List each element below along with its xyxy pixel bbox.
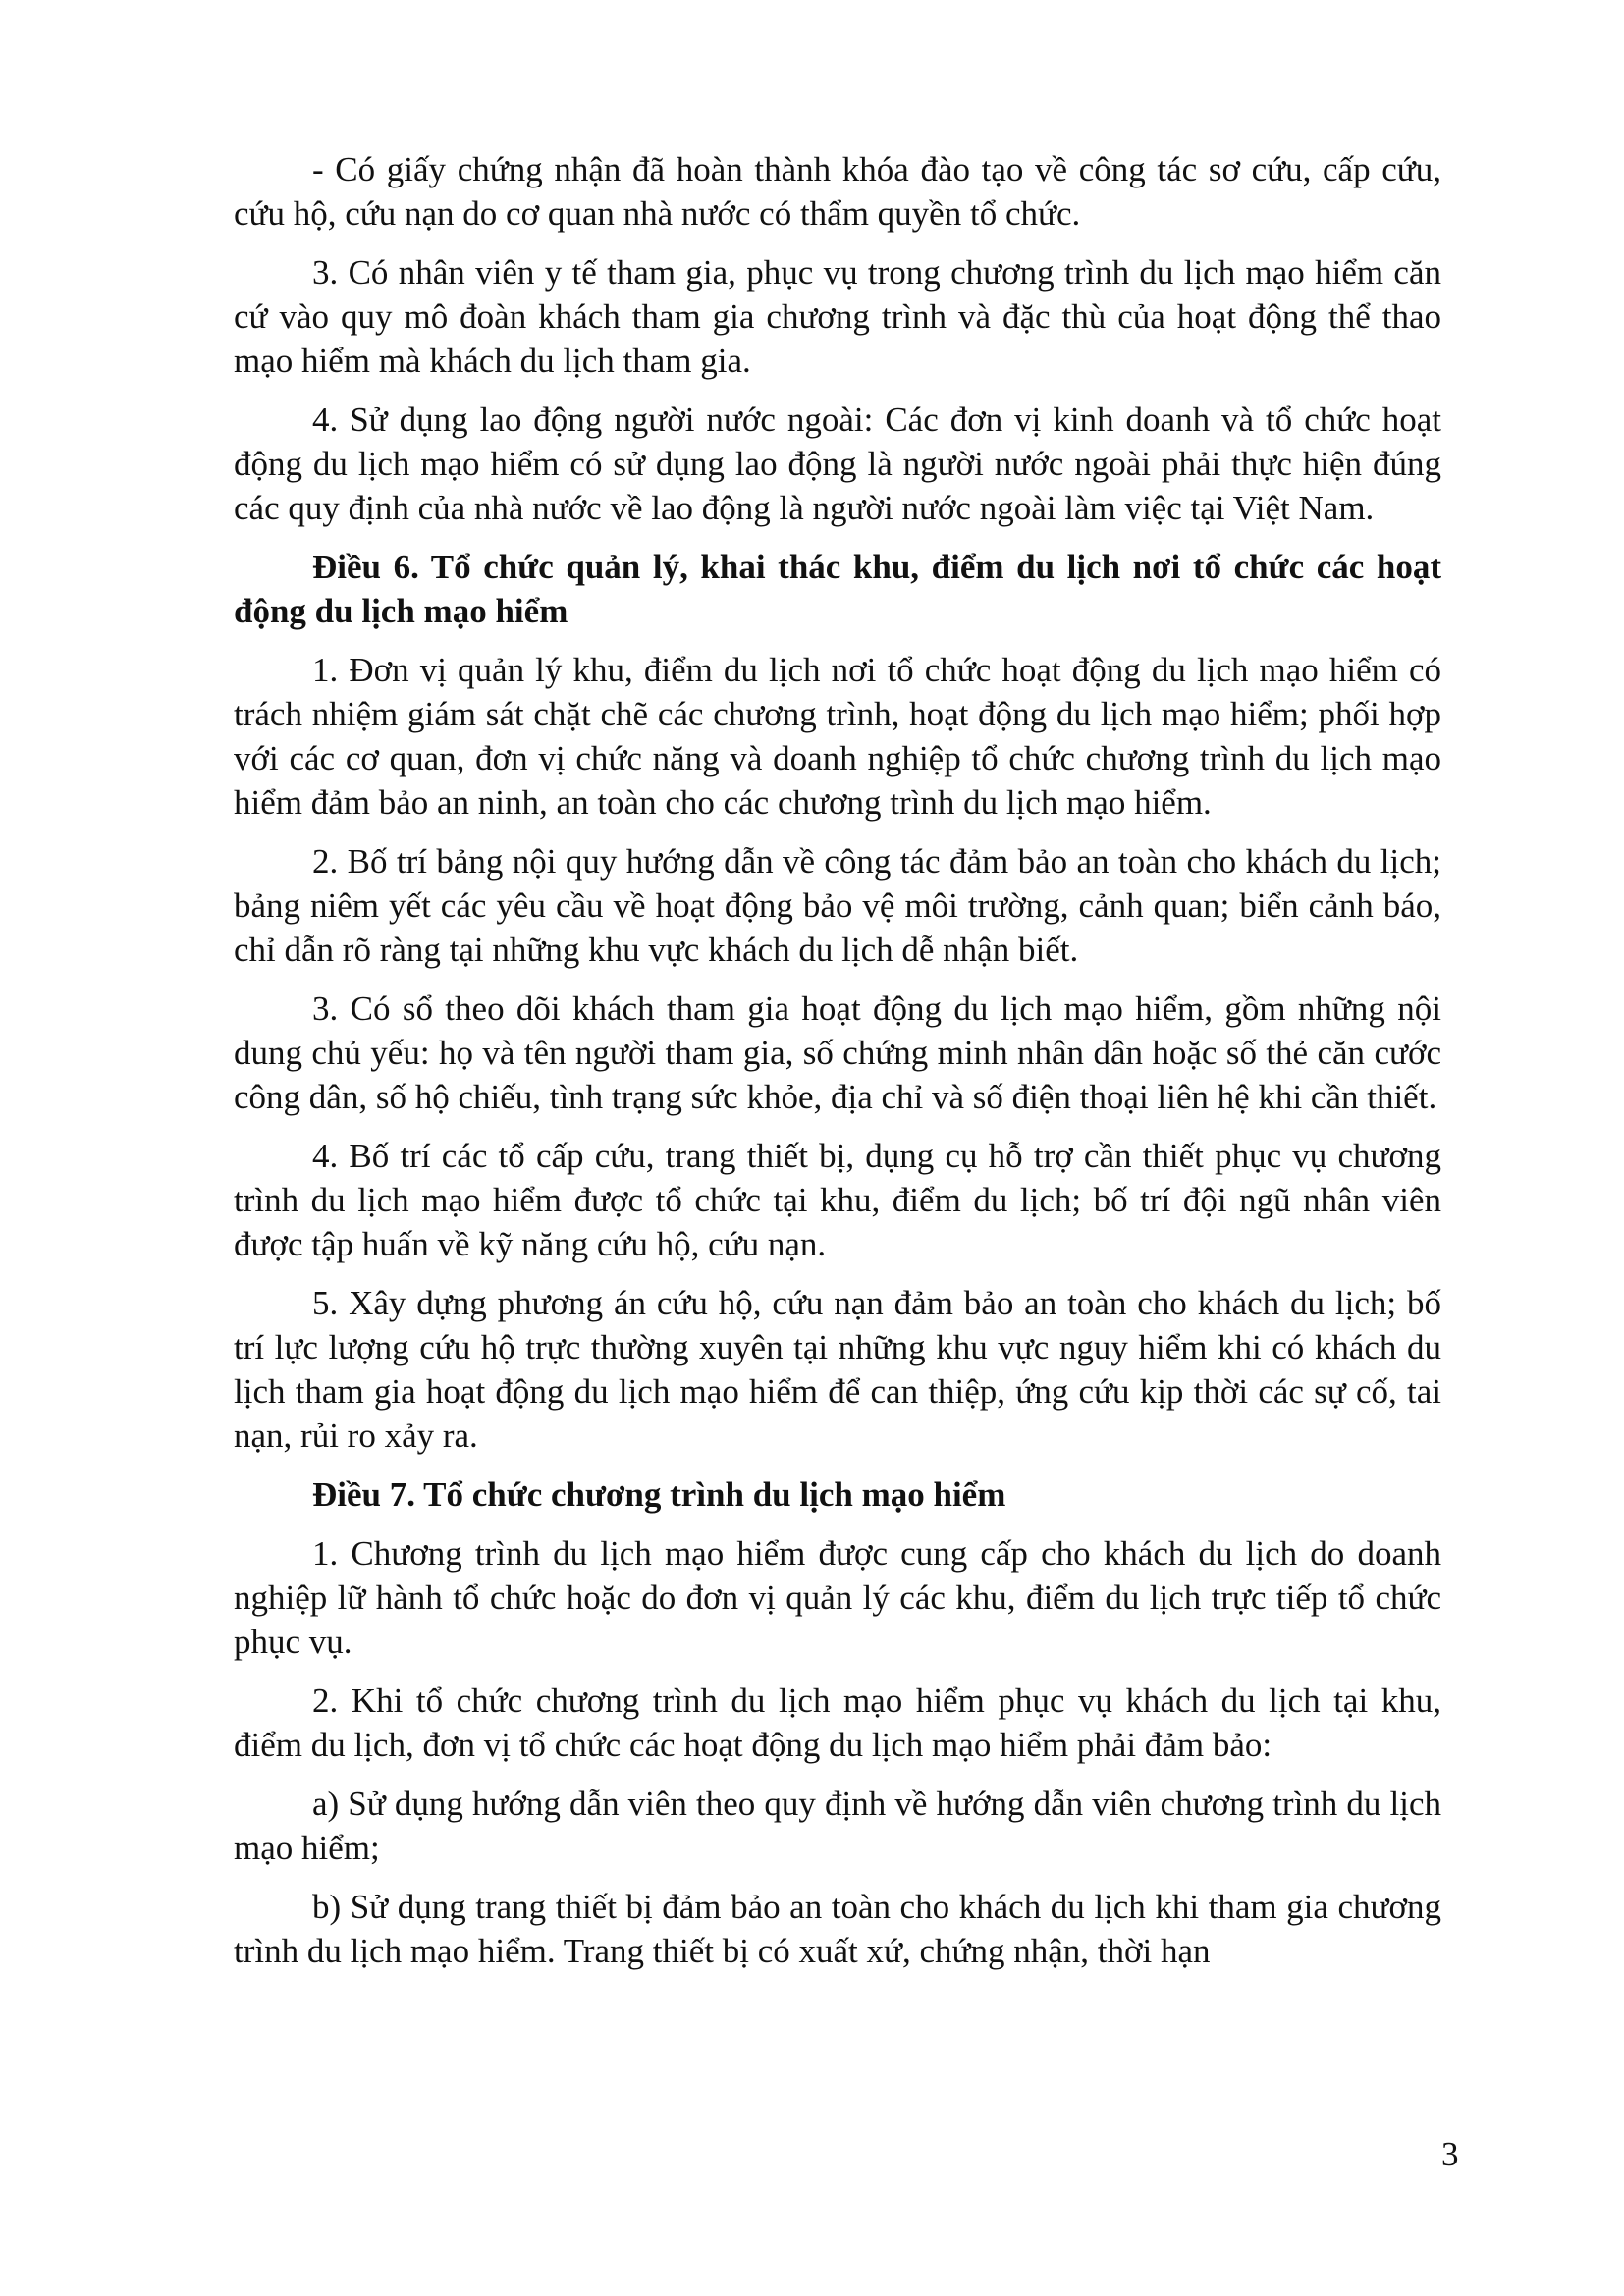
paragraph: 3. Có sổ theo dõi khách tham gia hoạt động du lịch mạo hiểm, gồm những nội dung chủ yếu: họ và tên người tham gia, số chứng minh nhân dân hoặc số thẻ căn cước công dân, số hộ chiếu, tình trạng sức khỏe, địa chỉ và số điện thoại liên hệ khi cần thiết.: [234, 989, 1441, 1116]
paragraph: 2. Khi tổ chức chương trình du lịch mạo hiểm phục vụ khách du lịch tại khu, điểm du lịch, đơn vị tổ chức các hoạt động du lịch mạo hiểm phải đảm bảo:: [234, 1682, 1441, 1764]
paragraph: 5. Xây dựng phương án cứu hộ, cứu nạn đảm bảo an toàn cho khách du lịch; bố trí lực lượng cứu hộ trực thường xuyên tại những khu vực nguy hiểm khi có khách du lịch tham gia hoạt động du lịch mạo hiểm để can thiệp, ứng cứu kịp thời các sự cố, tai nạn, rủi ro xảy ra.: [234, 1284, 1441, 1455]
article-heading: Điều 7. Tổ chức chương trình du lịch mạo hiểm: [312, 1475, 1006, 1514]
paragraph: 3. Có nhân viên y tế tham gia, phục vụ trong chương trình du lịch mạo hiểm căn cứ vào quy mô đoàn khách tham gia chương trình và đặc thù của hoạt động thể thao mạo hiểm mà khách du lịch tham gia.: [234, 253, 1441, 380]
page-number: 3: [1441, 2135, 1459, 2173]
paragraph: 4. Sử dụng lao động người nước ngoài: Các đơn vị kinh doanh và tổ chức hoạt động du lịch mạo hiểm có sử dụng lao động là người nước ngoài phải thực hiện đúng các quy định của nhà nước về lao động là người nước ngoài làm việc tại Việt Nam.: [234, 400, 1441, 527]
paragraph: b) Sử dụng trang thiết bị đảm bảo an toàn cho khách du lịch khi tham gia chương trình du lịch mạo hiểm. Trang thiết bị có xuất xứ, chứng nhận, thời hạn: [234, 1888, 1441, 1970]
paragraph: 4. Bố trí các tổ cấp cứu, trang thiết bị, dụng cụ hỗ trợ cần thiết phục vụ chương trình du lịch mạo hiểm được tổ chức tại khu, điểm du lịch; bố trí đội ngũ nhân viên được tập huấn về kỹ năng cứu hộ, cứu nạn.: [234, 1137, 1441, 1263]
article-heading: Điều 6. Tổ chức quản lý, khai thác khu, điểm du lịch nơi tổ chức các hoạt động du lịch mạo hiểm: [234, 548, 1441, 630]
document-body: [234, 147, 1441, 1988]
paragraph: 1. Đơn vị quản lý khu, điểm du lịch nơi tổ chức hoạt động du lịch mạo hiểm có trách nhiệm giám sát chặt chẽ các chương trình, hoạt động du lịch mạo hiểm; phối hợp với các cơ quan, đơn vị chức năng và doanh nghiệp tổ chức chương trình du lịch mạo hiểm đảm bảo an ninh, an toàn cho các chương trình du lịch mạo hiểm.: [234, 651, 1441, 822]
paragraph: 2. Bố trí bảng nội quy hướng dẫn về công tác đảm bảo an toàn cho khách du lịch; bảng niêm yết các yêu cầu về hoạt động bảo vệ môi trường, cảnh quan; biển cảnh báo, chỉ dẫn rõ ràng tại những khu vực khách du lịch dễ nhận biết.: [234, 842, 1441, 969]
paragraph: 1. Chương trình du lịch mạo hiểm được cung cấp cho khách du lịch do doanh nghiệp lữ hành tổ chức hoặc do đơn vị quản lý các khu, điểm du lịch trực tiếp tổ chức phục vụ.: [234, 1534, 1441, 1661]
paragraph: a) Sử dụng hướng dẫn viên theo quy định về hướng dẫn viên chương trình du lịch mạo hiểm;: [234, 1785, 1441, 1867]
paragraph: - Có giấy chứng nhận đã hoàn thành khóa đào tạo về công tác sơ cứu, cấp cứu, cứu hộ, cứu nạn do cơ quan nhà nước có thẩm quyền tổ chức.: [234, 150, 1441, 233]
